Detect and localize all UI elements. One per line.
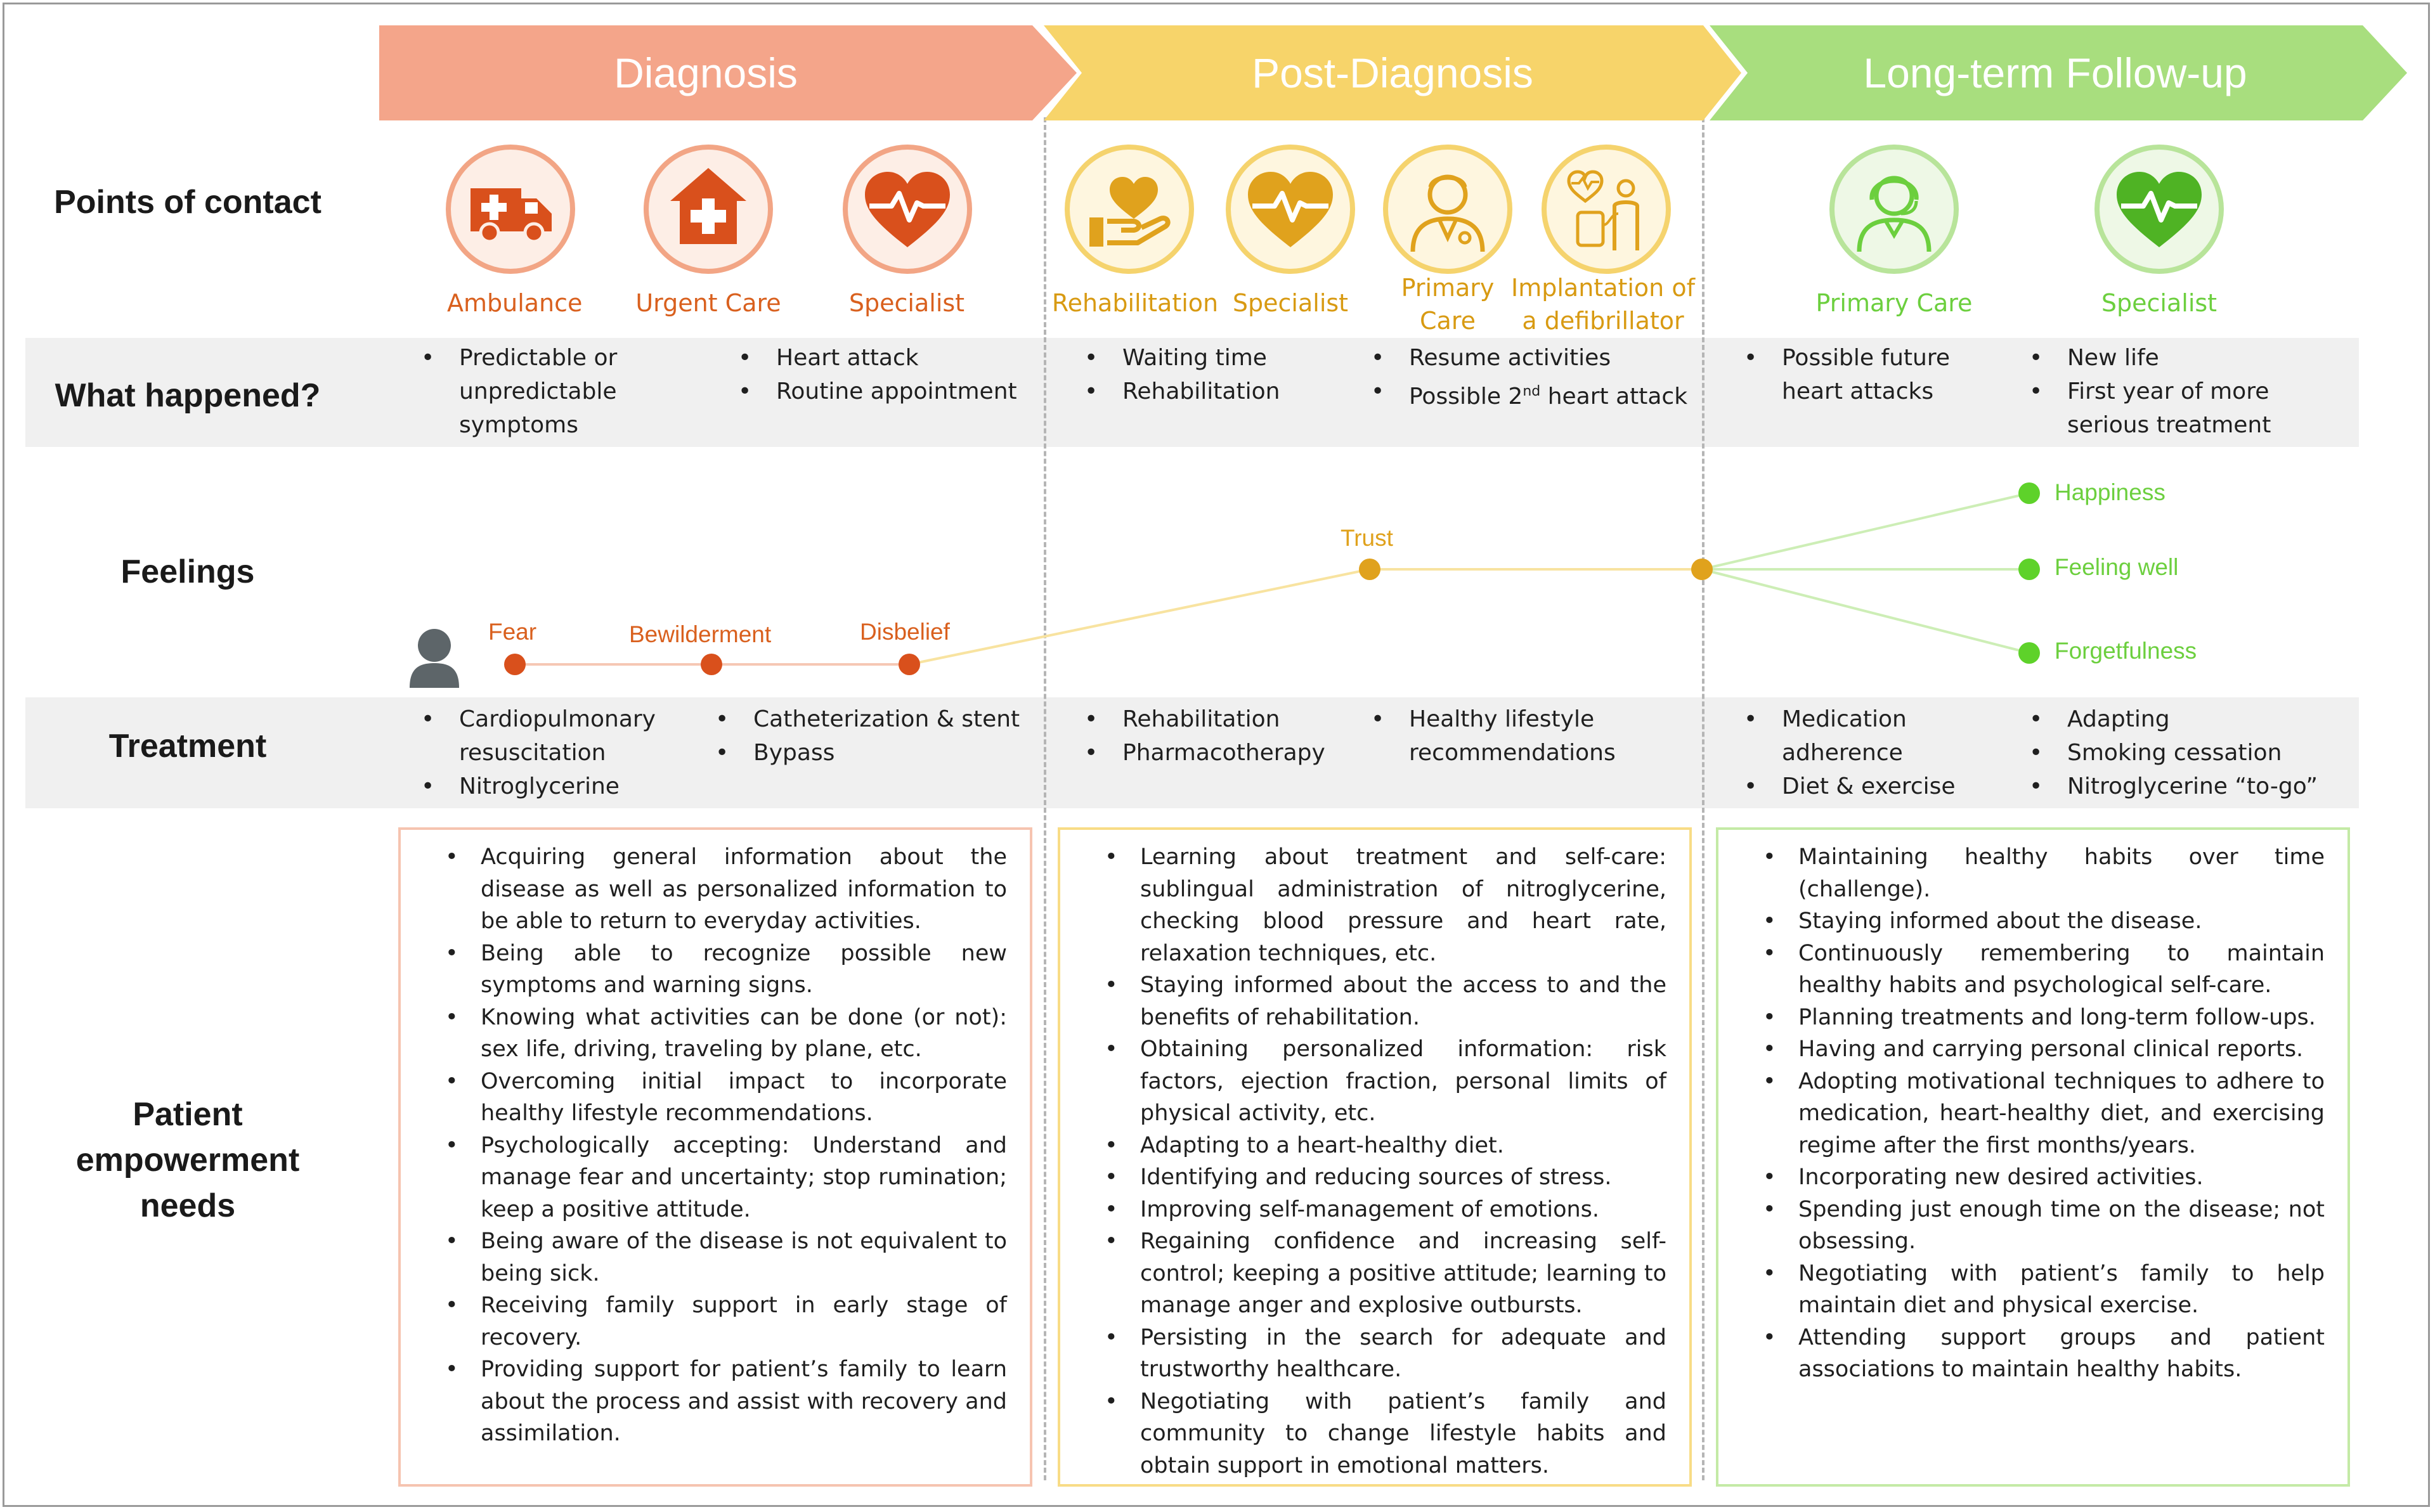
list-item: • Learning about treatment and self-care: sublingual administration of nitroglycerine, checking blood pressure and heart rate, relaxation techniques, etc. — [1096, 841, 1666, 969]
list-item: • Staying informed about the disease. — [1754, 905, 2325, 938]
needs-box-follow-up — [1716, 827, 2350, 1487]
feeling-label-feeling-well: Feeling well — [2055, 554, 2179, 580]
list-item: • Continuously remembering to maintain healthy habits and psychological self-care. — [1754, 938, 2325, 1002]
feeling-point-fear — [504, 654, 526, 675]
list-item: • Identifying and reducing sources of stress. — [1096, 1161, 1666, 1194]
treatment-diagnosis-left — [419, 702, 710, 803]
list-item: • Obtaining personalized information: risk factors, ejection fraction, personal limits of physical activity, etc. — [1096, 1033, 1666, 1130]
list-item: • Rehabilitation — [1082, 702, 1361, 736]
list-item: • Psychologically accepting: Understand and manage fear and uncertainty; stop rumination; keep a positive attitude. — [436, 1130, 1007, 1226]
person-icon — [410, 629, 459, 688]
treatment-follow-right — [2027, 702, 2344, 803]
treatment-post-left — [1082, 702, 1361, 770]
contact-label-specialist-diagnosis: Specialist — [848, 289, 965, 317]
list-item: • Incorporating new desired activities. — [1754, 1161, 2325, 1194]
second-attack-superscript: nd — [1523, 384, 1541, 399]
list-item: • Predictable or unpredictable symptoms — [419, 341, 659, 442]
row-label-patient-empowerment-needs: Patient empowerment needs — [75, 1096, 300, 1224]
feeling-label-trust: Trust — [1341, 525, 1393, 551]
list-item: • Overcoming initial impact to incorporate healthy lifestyle recommendations. — [436, 1066, 1007, 1130]
phase-follow-title: Long-term Follow-up — [1863, 49, 2247, 96]
feeling-line-to-forgetfulness — [1702, 569, 2029, 653]
list-item: • Improving self-management of emotions. — [1096, 1194, 1666, 1226]
treatment-diagnosis-right — [713, 702, 1042, 770]
list-item: • Smoking cessation — [2027, 736, 2344, 770]
row-label-feelings: Feelings — [120, 553, 255, 590]
list-item: • Having and carrying personal clinical reports. — [1754, 1033, 2325, 1066]
list-item: • Healthy lifestyle recommendations — [1368, 702, 1635, 770]
needs-list-diagnosis — [436, 841, 1007, 1450]
list-item: • Adapting — [2027, 702, 2344, 736]
contact-label-primary-care-follow: Primary Care — [1815, 289, 1973, 317]
list-item: • Planning treatments and long-term follow-ups. — [1754, 1002, 2325, 1034]
phase-diagnosis-title: Diagnosis — [614, 49, 798, 96]
contact-label-urgent-care: Urgent Care — [635, 289, 781, 317]
feeling-point-bewilderment — [701, 654, 722, 675]
feeling-label-forgetfulness: Forgetfulness — [2055, 638, 2197, 664]
contact-label-rehabilitation: Rehabilitation — [1051, 289, 1219, 317]
needs-box-post-diagnosis — [1058, 827, 1692, 1487]
list-item: • Being aware of the disease is not equivalent to being sick. — [436, 1225, 1007, 1289]
list-item: • Adapting to a heart-healthy diet. — [1096, 1130, 1666, 1162]
list-item: • Spending just enough time on the disease; not obsessing. — [1754, 1194, 2325, 1258]
row-label-points-of-contact: Points of contact — [54, 184, 321, 221]
list-item: • Nitroglycerine “to-go” — [2027, 770, 2344, 803]
list-item: • Possible future heart attacks — [1741, 341, 1970, 408]
treatment-post-right — [1368, 702, 1635, 770]
feeling-point-disbelief — [899, 654, 920, 675]
needs-box-diagnosis — [398, 827, 1032, 1487]
contact-label-specialist-follow: Specialist — [2101, 289, 2217, 317]
phase-post-title: Post-Diagnosis — [1252, 49, 1533, 96]
list-item: • Resume activities — [1368, 341, 1698, 375]
row-label-what-happened: What happened? — [55, 377, 321, 414]
row-label-treatment: Treatment — [108, 728, 267, 765]
list-item: • First year of more serious treatment — [2027, 375, 2299, 442]
list-item: • New life — [2027, 341, 2299, 375]
contact-label-defibrillator: Implantation of a defibrillator — [1511, 274, 1695, 335]
list-item: • Attending support groups and patient associations to maintain healthy habits. — [1754, 1322, 2325, 1386]
feeling-label-happiness: Happiness — [2055, 479, 2166, 505]
list-item: • Waiting time — [1082, 341, 1335, 375]
feeling-point-happiness — [2018, 482, 2040, 504]
list-item: • Acquiring general information about the disease as well as personalized information to be able to return to everyday activities. — [436, 841, 1007, 938]
list-item: • Medication adherence — [1741, 702, 1989, 770]
list-item: • Nitroglycerine — [419, 770, 710, 803]
feeling-label-fear: Fear — [488, 619, 537, 645]
treatment-follow-left — [1741, 702, 1989, 803]
list-item: • Bypass — [713, 736, 1042, 770]
needs-list-post-diagnosis — [1096, 841, 1666, 1482]
list-item: • Cardiopulmonary resuscitation — [419, 702, 710, 770]
list-item: • Being able to recognize possible new symptoms and warning signs. — [436, 938, 1007, 1002]
list-item: • Heart attack — [736, 341, 1040, 375]
feeling-label-disbelief: Disbelief — [860, 619, 950, 645]
feeling-label-bewilderment: Bewilderment — [629, 621, 772, 647]
list-item: • Receiving family support in early stage of recovery. — [436, 1289, 1007, 1354]
list-item: • Providing support for patient’s family to learn about the process and assist with recovery and assimilation. — [436, 1354, 1007, 1450]
list-item: • Staying informed about the access to and the benefits of rehabilitation. — [1096, 969, 1666, 1033]
list-item: • Pharmacotherapy — [1082, 736, 1361, 770]
feeling-point-branch — [1691, 559, 1713, 580]
list-item: • Catheterization & stent — [713, 702, 1042, 736]
second-attack-suffix: heart attack — [1540, 384, 1688, 410]
list-item: • Adopting motivational techniques to adhere to medication, heart-healthy diet, and exercising regime after the first months/years. — [1754, 1066, 2325, 1162]
second-attack-prefix: Possible 2 — [1409, 384, 1523, 410]
contact-label-primary-care-post: Primary Care — [1401, 274, 1495, 335]
list-item: • Regaining confidence and increasing self-control; keeping a positive attitude; learning to manage anger and explosive outbursts. — [1096, 1225, 1666, 1322]
contact-label-specialist-post: Specialist — [1232, 289, 1349, 317]
list-item: • Persisting in the search for adequate and trustworthy healthcare. — [1096, 1322, 1666, 1386]
feeling-line-to-trust — [909, 569, 1370, 664]
feeling-point-feeling-well — [2018, 559, 2040, 580]
needs-list-follow-up — [1754, 841, 2325, 1386]
feeling-point-trust — [1359, 559, 1380, 580]
feeling-line-to-happiness — [1702, 493, 2029, 569]
list-item: • Negotiating with patient’s family to help maintain diet and physical exercise. — [1754, 1258, 2325, 1322]
list-item: • Rehabilitation — [1082, 375, 1335, 408]
list-item: • Routine appointment — [736, 375, 1040, 408]
list-item: • Diet & exercise — [1741, 770, 1989, 803]
list-item: • Negotiating with patient’s family and community to change lifestyle habits and obtain support in emotional matters. — [1096, 1386, 1666, 1482]
contact-label-ambulance: Ambulance — [447, 289, 583, 317]
list-item: • Maintaining healthy habits over time (challenge). — [1754, 841, 2325, 905]
feeling-point-forgetfulness — [2018, 642, 2040, 664]
list-item: • Knowing what activities can be done (or not): sex life, driving, traveling by plane, etc. — [436, 1002, 1007, 1066]
